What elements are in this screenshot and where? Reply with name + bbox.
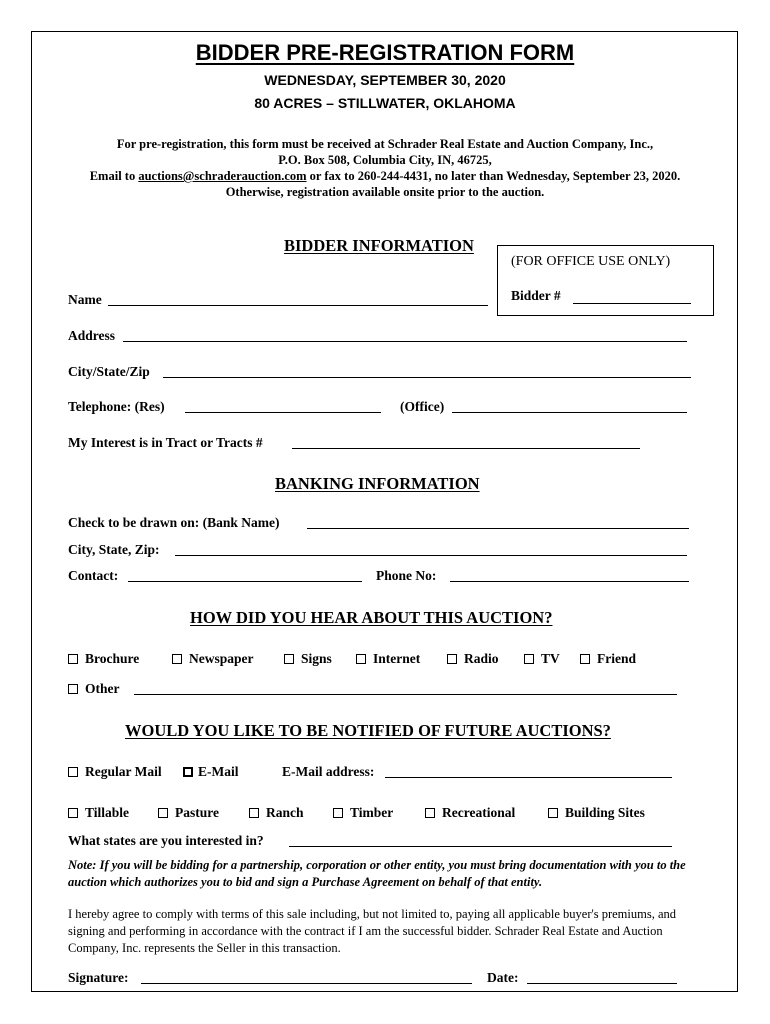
option-newspaper[interactable] (172, 651, 254, 667)
option-regular-mail[interactable] (68, 764, 162, 780)
email-checkbox[interactable] (183, 767, 193, 777)
agreement-text: I hereby agree to comply with terms of this sale including, but not limited to, paying all applicable buyer's premiums, and signing and performing in accordance with the contract if I am the successful bidder. Schrader Real Estate and Auction Company, Inc. represents the Seller in this transaction. (68, 907, 677, 955)
telephone-res-label: Telephone: (Res) (68, 399, 165, 414)
signature-field[interactable] (141, 983, 472, 984)
signs-label: Signs (301, 651, 332, 666)
bidder-info-heading: BIDDER INFORMATION (284, 236, 474, 255)
internet-label: Internet (373, 651, 421, 666)
regular-mail-checkbox[interactable] (68, 767, 78, 777)
recreational-checkbox[interactable] (425, 808, 435, 818)
entity-note: Note: If you will be bidding for a partnership, corporation or other entity, you must bring documentation with you to the auction which authorizes you to bid and sign a Purchase Agreement on behalf of that entity. (68, 858, 686, 889)
bank-city-state-zip-field[interactable] (175, 555, 687, 556)
bidder-number-label: Bidder # (511, 288, 561, 303)
interest-tracts-field[interactable] (292, 448, 640, 449)
intro-email-suffix: or fax to 260-244-4431, no later than Wednesday, September 23, 2020. (306, 169, 681, 183)
address-field[interactable] (123, 341, 687, 342)
phone-label: Phone No: (376, 568, 437, 583)
timber-label: Timber (350, 805, 394, 820)
interest-building-sites[interactable] (548, 805, 645, 821)
city-state-zip-label: City/State/Zip (68, 364, 150, 379)
radio-checkbox[interactable] (447, 654, 457, 664)
tv-checkbox[interactable] (524, 654, 534, 664)
radio-label: Radio (464, 651, 499, 666)
city-state-zip-field[interactable] (163, 377, 691, 378)
pasture-checkbox[interactable] (158, 808, 168, 818)
pasture-label: Pasture (175, 805, 219, 820)
friend-checkbox[interactable] (580, 654, 590, 664)
regular-mail-label: Regular Mail (85, 764, 162, 779)
telephone-office-field[interactable] (452, 412, 687, 413)
internet-checkbox[interactable] (356, 654, 366, 664)
interest-ranch[interactable] (249, 805, 304, 821)
tillable-label: Tillable (85, 805, 130, 820)
ranch-label: Ranch (266, 805, 304, 820)
other-checkbox[interactable] (68, 684, 78, 694)
ranch-checkbox[interactable] (249, 808, 259, 818)
building-sites-label: Building Sites (565, 805, 645, 820)
newspaper-checkbox[interactable] (172, 654, 182, 664)
office-use-box (497, 245, 714, 316)
option-friend[interactable] (580, 651, 636, 667)
recreational-label: Recreational (442, 805, 516, 820)
option-radio[interactable] (447, 651, 499, 667)
office-use-label: (FOR OFFICE USE ONLY) (511, 254, 671, 269)
tv-label: TV (541, 651, 560, 666)
intro-line-1: For pre-registration, this form must be received at Schrader Real Estate and Auction Company, Inc., (116, 137, 654, 151)
intro-line-4: Otherwise, registration available onsite prior to the auction. (225, 185, 545, 199)
auction-location: 80 ACRES – STILLWATER, OKLAHOMA (254, 95, 516, 111)
option-internet[interactable] (356, 651, 420, 667)
contact-label: Contact: (68, 568, 119, 583)
email-link[interactable]: auctions@schraderauction.com (138, 169, 307, 183)
tillable-checkbox[interactable] (68, 808, 78, 818)
other-label: Other (85, 681, 120, 696)
intro-text (60, 136, 710, 200)
option-tv[interactable] (524, 651, 560, 667)
contact-field[interactable] (128, 581, 362, 582)
address-label: Address (68, 328, 116, 343)
interest-tillable[interactable] (68, 805, 129, 821)
building-sites-checkbox[interactable] (548, 808, 558, 818)
notify-heading: WOULD YOU LIKE TO BE NOTIFIED OF FUTURE AUCTIONS? (125, 721, 611, 740)
friend-label: Friend (597, 651, 636, 666)
brochure-checkbox[interactable] (68, 654, 78, 664)
option-email[interactable] (183, 764, 239, 780)
telephone-office-label: (Office) (400, 399, 445, 414)
states-label: What states are you interested in? (68, 833, 264, 848)
bank-name-label: Check to be drawn on: (Bank Name) (68, 515, 280, 530)
name-label: Name (68, 292, 102, 307)
states-field[interactable] (289, 846, 672, 847)
bidder-number-field[interactable] (573, 303, 691, 304)
hear-about-heading: HOW DID YOU HEAR ABOUT THIS AUCTION? (190, 608, 553, 627)
other-field[interactable] (134, 694, 677, 695)
bank-city-state-zip-label: City, State, Zip: (68, 542, 160, 557)
date-field[interactable] (527, 983, 677, 984)
email-address-field[interactable] (385, 777, 672, 778)
option-brochure[interactable] (68, 651, 139, 667)
form-title: BIDDER PRE-REGISTRATION FORM (195, 40, 575, 65)
bank-name-field[interactable] (307, 528, 689, 529)
phone-field[interactable] (450, 581, 689, 582)
intro-email-prefix: Email to (89, 169, 139, 183)
auction-date: WEDNESDAY, SEPTEMBER 30, 2020 (264, 72, 506, 88)
signs-checkbox[interactable] (284, 654, 294, 664)
interest-recreational[interactable] (425, 805, 515, 821)
name-field[interactable] (108, 305, 488, 306)
banking-info-heading: BANKING INFORMATION (275, 474, 480, 493)
signature-label: Signature: (68, 970, 129, 985)
email-label: E-Mail (198, 764, 239, 779)
intro-line-2: P.O. Box 508, Columbia City, IN, 46725, (278, 153, 492, 167)
intro-line-3 (60, 168, 710, 184)
interest-tracts-label: My Interest is in Tract or Tracts # (68, 435, 263, 450)
newspaper-label: Newspaper (189, 651, 254, 666)
option-signs[interactable] (284, 651, 332, 667)
interest-timber[interactable] (333, 805, 393, 821)
brochure-label: Brochure (85, 651, 140, 666)
option-other[interactable] (68, 681, 120, 697)
date-label: Date: (487, 970, 519, 985)
telephone-res-field[interactable] (185, 412, 381, 413)
timber-checkbox[interactable] (333, 808, 343, 818)
interest-pasture[interactable] (158, 805, 219, 821)
email-address-label: E-Mail address: (282, 764, 375, 779)
